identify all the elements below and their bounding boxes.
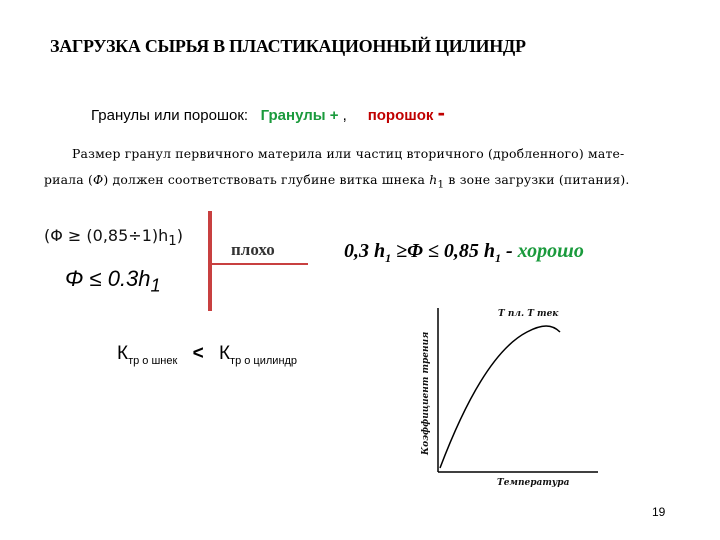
bad-upper-text: Φ ≤ 0.3h [65,266,151,291]
bracket-vertical-line [208,211,212,311]
good-label: хорошо [517,240,584,262]
h1-subscript: 1 [437,178,445,191]
page-number: 19 [652,505,666,519]
good-formula [344,240,584,266]
h1-symbol: h [429,172,438,187]
k-screw: К [117,343,129,364]
bad-range-sub: 1 [168,234,177,250]
good-dash: - [500,240,518,262]
granules-plus: Гранулы + [260,107,339,124]
granules-sep: , [342,107,347,124]
k-cylinder: К [218,343,231,364]
paragraph-text-c: в зоне загрузки (питания). [444,172,630,187]
friction-temperature-graph [402,300,602,495]
powder-label: порошок [367,107,434,124]
peak-label: Т пл. Т тек [498,309,559,319]
bad-upper-sub: 1 [150,274,161,296]
phi-symbol: Φ [93,172,104,187]
bracket-horizontal-line [212,263,308,265]
bad-range-formula [44,226,183,249]
granules-prefix: Гранулы или порошок: [91,107,249,124]
friction-curve [440,326,560,468]
good-sub-1: 1 [385,251,392,265]
good-text-b: ≥Φ ≤ 0,85 h [391,240,495,262]
less-than-sign: < [192,343,204,364]
paragraph-line-2 [44,172,630,190]
granules-line [91,100,445,125]
bad-upper-formula [65,266,161,296]
bad-label: плохо [231,240,275,259]
slide-title: ЗАГРУЗКА СЫРЬЯ В ПЛАСТИКАЦИОННЫЙ ЦИЛИНДР [50,36,526,56]
k-screw-sub: тр о шнек [128,354,178,367]
graph-x-label: Температура [497,478,570,488]
good-sub-2: 1 [494,251,501,265]
paragraph-text-a: риала ( [44,172,94,187]
good-text-a: 0,3 h [344,240,386,262]
friction-inequality [117,343,297,367]
bad-range-text: (Φ ≥ (0,85÷1)h [44,226,169,245]
paragraph-line-1: Размер гранул первичного материла или частиц вторичного (дробленного) мате- [72,146,625,161]
paragraph-text-b: ) должен соответствовать глубине витка шнека [103,172,430,187]
bad-range-close: ) [176,226,183,245]
graph-y-label: Коэффициент трения [421,331,431,455]
powder-minus: - [437,100,445,125]
k-cylinder-sub: тр о цилиндр [230,354,298,367]
